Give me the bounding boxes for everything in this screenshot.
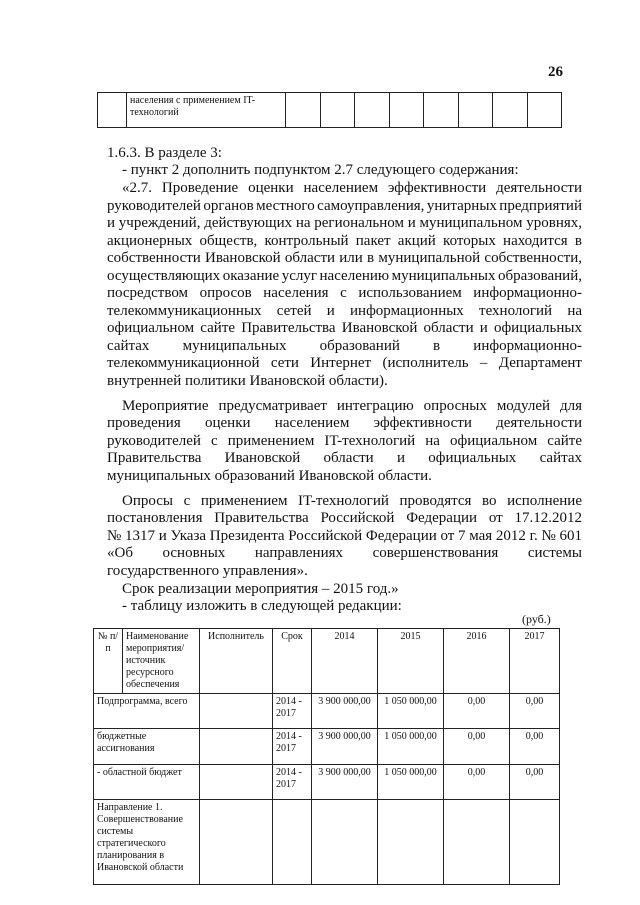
paragraph-line: «2.7. Проведение оценки населением эффективности деятельности bbox=[122, 180, 582, 196]
currency-unit: (руб.) bbox=[522, 612, 551, 626]
paragraph-line: - пункт 2 дополнить подпунктом 2.7 следующего содержания: bbox=[122, 162, 519, 178]
paragraph-line: руководителей органов местного самоуправления, унитарных предприятий bbox=[107, 198, 582, 214]
paragraph-line: 1.6.3. В разделе 3: bbox=[107, 145, 222, 161]
paragraph-line: постановления Правительства Российской Федерации от 17.12.2012 bbox=[107, 510, 582, 526]
paragraph-line: Мероприятие предусматривает интеграцию опросных модулей для bbox=[122, 398, 582, 414]
paragraph-line: акционерных обществ, контрольный пакет акций которых находится в bbox=[107, 233, 582, 249]
table-header-row: № п/п Наименование мероприятия/источник ресурсного обеспечения Исполнитель Срок 2014 2015 2016 2017 bbox=[94, 629, 560, 694]
page-number: 26 bbox=[548, 64, 563, 80]
paragraph-line: Опросы с применением IT-технологий проводятся во исполнение bbox=[122, 493, 582, 509]
table-row: Подпрограмма, всего 2014 - 2017 3 900 000,00 1 050 000,00 0,00 0,00 bbox=[94, 694, 560, 729]
continued-table bbox=[97, 92, 562, 128]
paragraph-line: и учреждений, действующих на региональном и муниципальном уровнях, bbox=[107, 215, 582, 231]
paragraph-line: телекоммуникационных сетей и информационных технологий на bbox=[107, 303, 582, 319]
paragraph-line: собственности Ивановской области или в муниципальной собственности, bbox=[107, 250, 582, 266]
table-row: - областной бюджет 2014 - 2017 3 900 000,00 1 050 000,00 0,00 0,00 bbox=[94, 765, 560, 800]
paragraph-line: телекоммуникационной сети Интернет (исполнитель – Департамент bbox=[107, 355, 582, 371]
funding-table bbox=[93, 628, 560, 885]
paragraph-line: № 1317 и Указа Президента Российской Федерации от 7 мая 2012 г. № 601 bbox=[107, 528, 582, 544]
paragraph-line: государственного управления». bbox=[107, 563, 308, 579]
paragraph-line: - таблицу изложить в следующей редакции: bbox=[122, 598, 402, 614]
table-row: бюджетные ассигнования 2014 - 2017 3 900 000,00 1 050 000,00 0,00 0,00 bbox=[94, 729, 560, 765]
paragraph-line: муниципальных образований Ивановской области. bbox=[107, 468, 432, 484]
paragraph-line: Срок реализации мероприятия – 2015 год.» bbox=[122, 581, 399, 597]
paragraph-line: проведения оценки населением эффективности деятельности bbox=[107, 415, 582, 431]
paragraph-line: внутренней политики Ивановской области). bbox=[107, 373, 388, 389]
table-row: Направление 1. Совершенствование системы стратегического планирования в Ивановской области bbox=[94, 800, 560, 885]
paragraph-line: сайтах муниципальных образований в информационно- bbox=[107, 338, 582, 354]
paragraph-line: Правительства Ивановской области и официальных сайтах bbox=[107, 450, 582, 466]
paragraph-line: официальном сайте Правительства Ивановской области и официальных bbox=[107, 320, 582, 336]
paragraph-line: посредством опросов населения с использованием информационно- bbox=[107, 285, 582, 301]
paragraph-line: «Об основных направлениях совершенствования системы bbox=[107, 545, 582, 561]
paragraph-line: осуществляющих оказание услуг населению муниципальных образований, bbox=[107, 268, 582, 284]
paragraph-line: руководителей с применением IT-технологий на официальном сайте bbox=[107, 433, 582, 449]
table-cell: населения с применением IT-технологий bbox=[127, 93, 286, 128]
